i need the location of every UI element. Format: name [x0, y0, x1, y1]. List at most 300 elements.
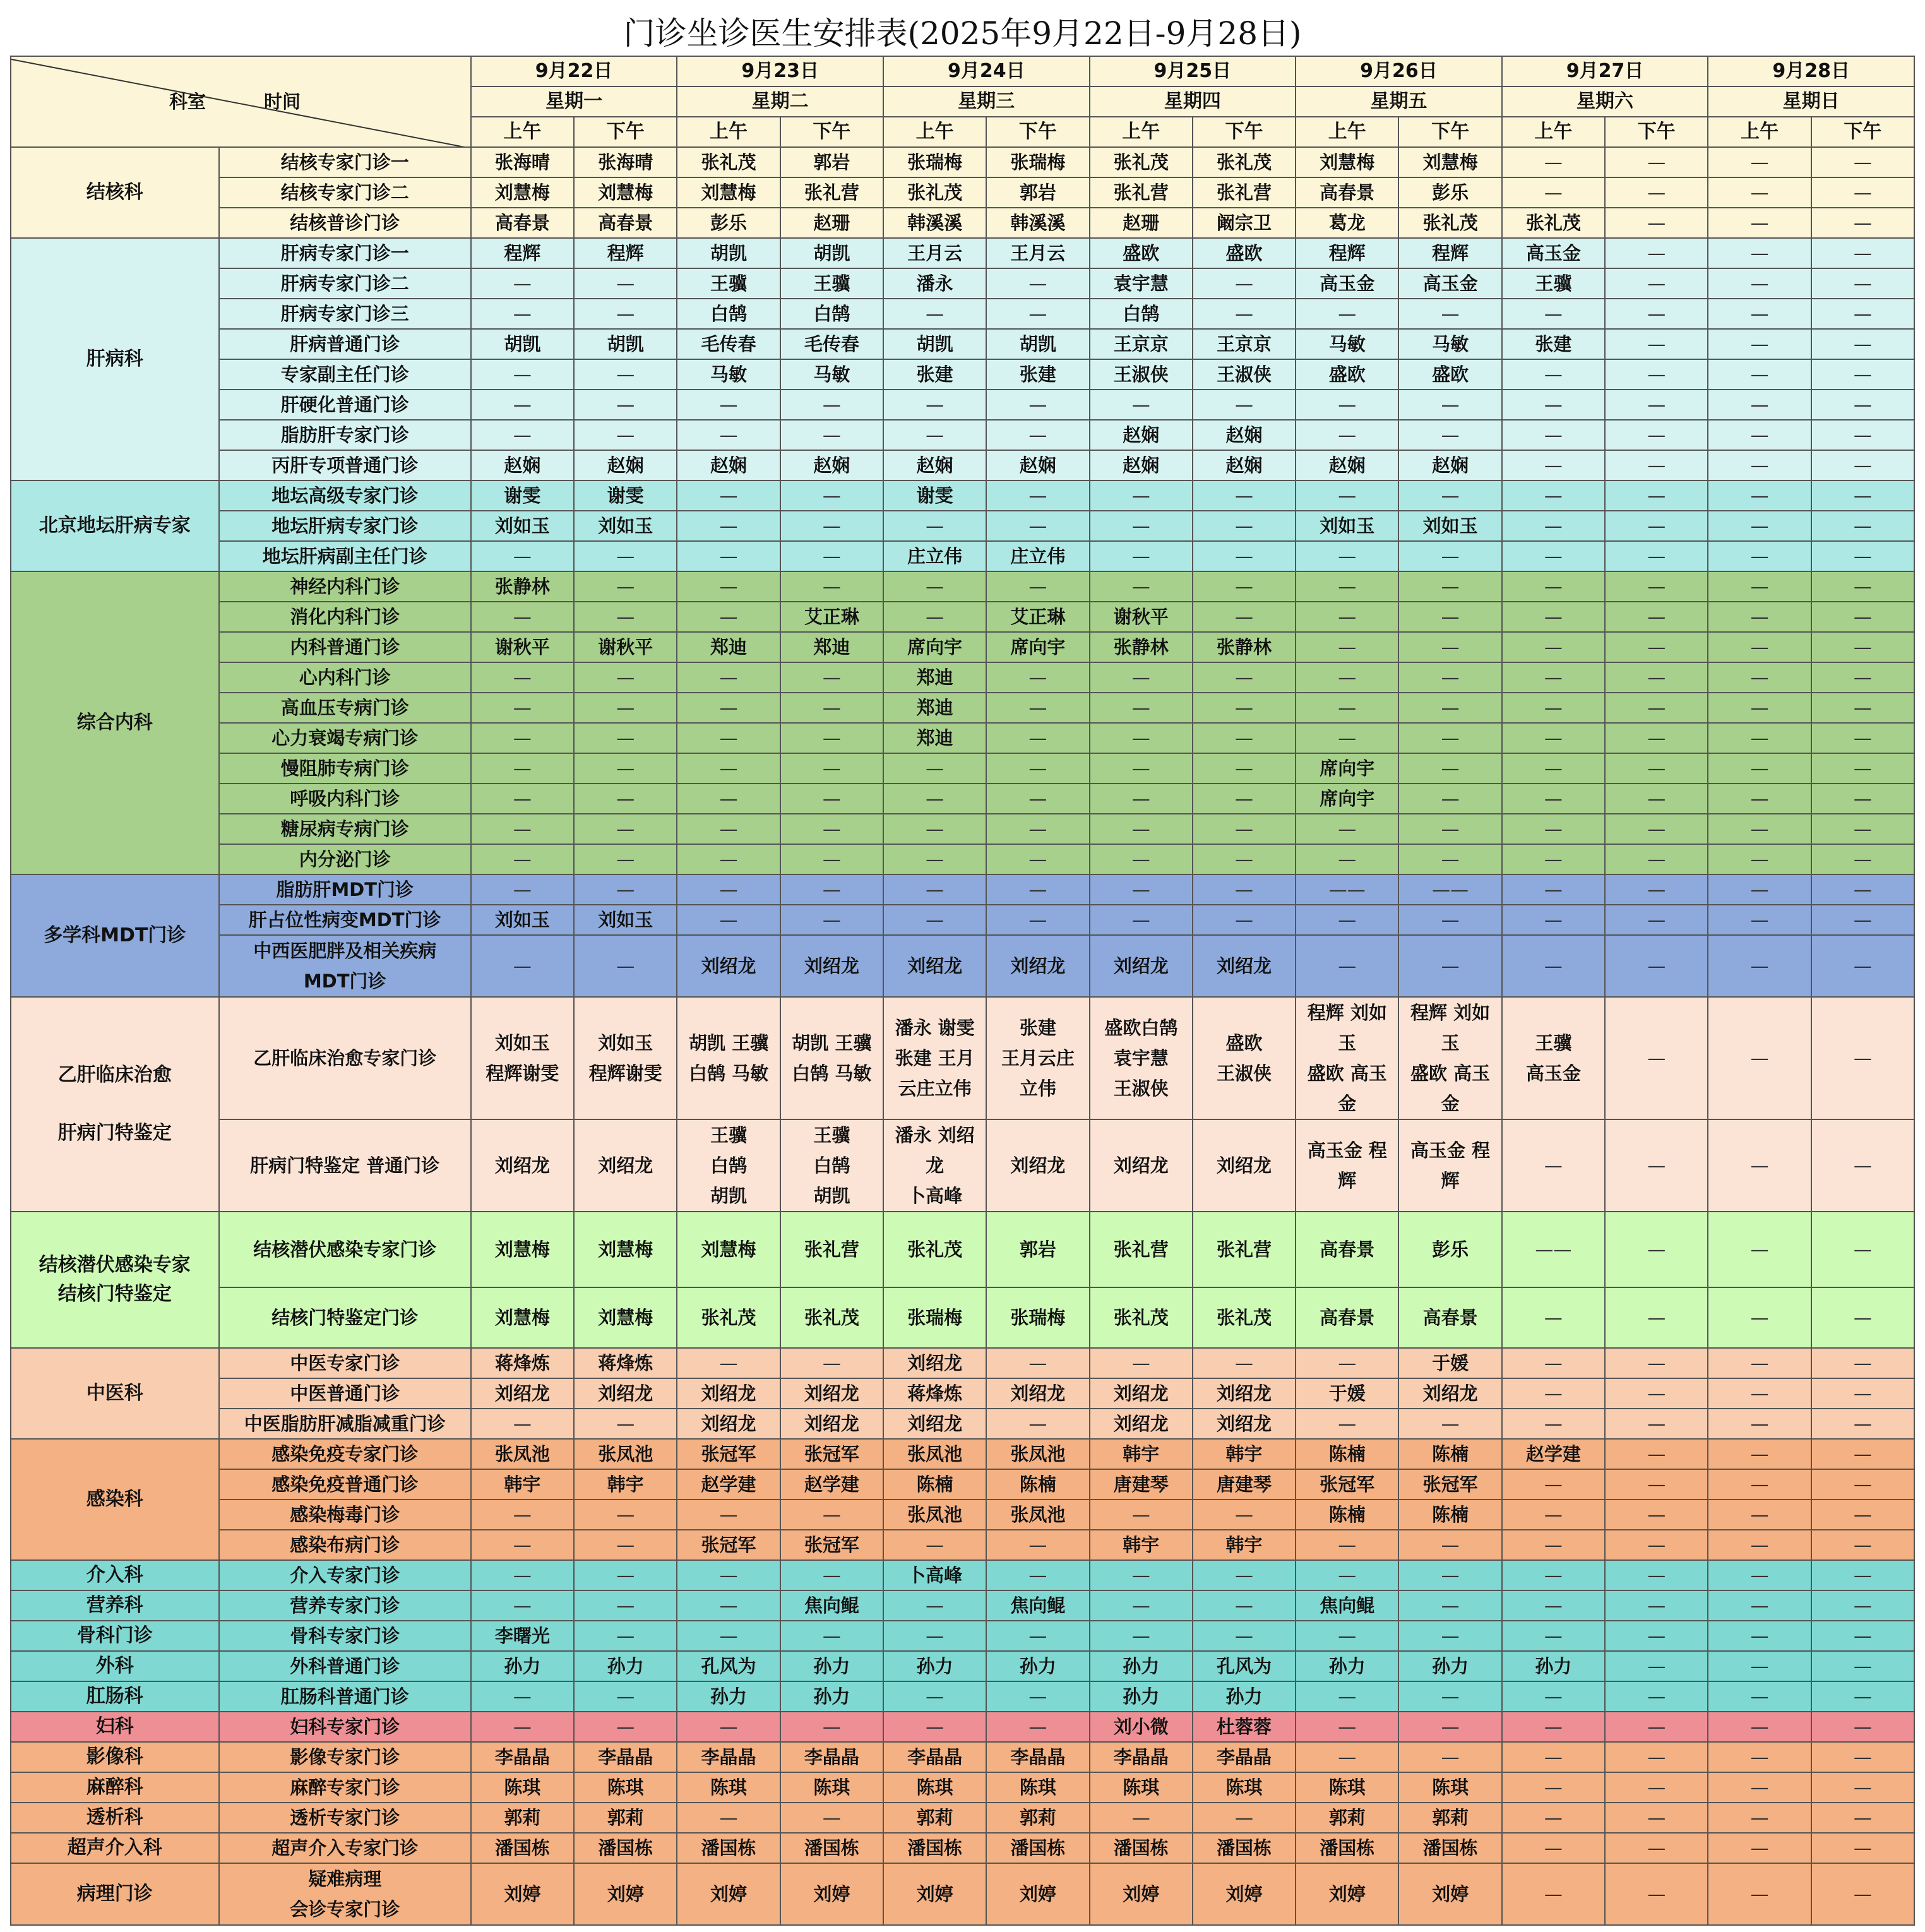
empty-slot: —	[1090, 784, 1193, 814]
table-row	[11, 1287, 1914, 1348]
empty-slot: —	[1398, 1712, 1501, 1742]
doctor-cell: 高玉金 程 辉	[1296, 1119, 1398, 1212]
empty-slot: —	[1296, 299, 1398, 329]
doctor-cell: 刘绍龙	[574, 1119, 677, 1212]
doctor-cell: 刘慧梅	[1398, 147, 1501, 177]
empty-slot: —	[1811, 1681, 1914, 1712]
empty-slot: —	[1605, 571, 1708, 602]
clinic-name: 结核普诊门诊	[219, 208, 471, 238]
doctor-cell: 刘婷	[1296, 1863, 1398, 1925]
empty-slot: —	[780, 571, 883, 602]
empty-slot: —	[1090, 874, 1193, 905]
am-header: 上午	[1090, 117, 1193, 147]
doctor-cell: 赵学建	[780, 1469, 883, 1500]
empty-slot: —	[1605, 662, 1708, 693]
empty-slot: —	[1090, 571, 1193, 602]
empty-slot: —	[1605, 1119, 1708, 1212]
doctor-cell: 潘国栋	[780, 1833, 883, 1863]
empty-slot: —	[1811, 784, 1914, 814]
empty-slot: —	[1296, 541, 1398, 571]
doctor-cell: 李晶晶	[1090, 1742, 1193, 1772]
empty-slot: —	[1605, 511, 1708, 541]
doctor-cell: 卜高峰	[883, 1560, 986, 1590]
doctor-cell: 刘绍龙	[677, 1378, 780, 1409]
doctor-cell: 潘永 谢雯 张建 王月 云庄立伟	[883, 997, 986, 1119]
empty-slot: —	[574, 359, 677, 390]
doctor-cell: 于媛	[1296, 1378, 1398, 1409]
empty-slot: —	[1605, 1409, 1708, 1439]
empty-slot: —	[574, 874, 677, 905]
empty-slot: —	[1398, 723, 1501, 753]
empty-slot: —	[1605, 1681, 1708, 1712]
empty-slot: —	[1605, 1348, 1708, 1378]
empty-slot: —	[1090, 541, 1193, 571]
doctor-cell: 赵娴	[780, 450, 883, 480]
doctor-cell: 谢雯	[574, 480, 677, 511]
doctor-cell: 高春景	[1296, 177, 1398, 208]
empty-slot: —	[986, 1530, 1089, 1560]
empty-slot: —	[574, 1409, 677, 1439]
clinic-name: 肝病门特鉴定 普通门诊	[219, 1119, 471, 1212]
doctor-cell: 张凤池	[574, 1439, 677, 1469]
empty-slot: —	[471, 1590, 574, 1621]
doctor-cell: 王骥	[780, 268, 883, 299]
empty-slot: —	[471, 420, 574, 450]
empty-slot: —	[883, 1590, 986, 1621]
doctor-cell: 郑迪	[883, 723, 986, 753]
empty-slot: —	[1811, 1651, 1914, 1681]
doctor-cell: 张凤池	[883, 1500, 986, 1530]
empty-slot: —	[1502, 1530, 1605, 1560]
empty-slot: —	[986, 874, 1089, 905]
empty-slot: —	[1193, 571, 1296, 602]
empty-slot: —	[1398, 1409, 1501, 1439]
doctor-cell: 马敏	[1398, 329, 1501, 359]
empty-slot: —	[1811, 1500, 1914, 1530]
empty-slot: —	[780, 1803, 883, 1833]
clinic-name: 糖尿病专病门诊	[219, 814, 471, 844]
empty-slot: —	[1193, 1348, 1296, 1378]
empty-slot: —	[883, 420, 986, 450]
empty-slot: —	[1296, 935, 1398, 997]
doctor-cell: 陈琪	[471, 1772, 574, 1803]
empty-slot: —	[1708, 1712, 1811, 1742]
clinic-name: 肝病专家门诊二	[219, 268, 471, 299]
clinic-name: 肝病普通门诊	[219, 329, 471, 359]
day-weekday: 星期日	[1708, 86, 1914, 117]
empty-slot: —	[1605, 632, 1708, 662]
doctor-cell: 高春景	[1296, 1212, 1398, 1287]
empty-slot: —	[1811, 1833, 1914, 1863]
empty-slot: —	[1708, 359, 1811, 390]
doctor-cell: 张静林	[1090, 632, 1193, 662]
empty-slot: —	[1502, 874, 1605, 905]
clinic-name: 结核潜伏感染专家门诊	[219, 1212, 471, 1287]
empty-slot: —	[1708, 299, 1811, 329]
doctor-cell: 刘绍龙	[986, 1378, 1089, 1409]
table-row	[11, 1378, 1914, 1409]
department-name: 中医科	[11, 1348, 219, 1439]
empty-slot: —	[1502, 753, 1605, 784]
empty-slot: —	[986, 753, 1089, 784]
clinic-name: 疑难病理 会诊专家门诊	[219, 1863, 471, 1925]
doctor-cell: 刘如玉	[1398, 511, 1501, 541]
department-name: 北京地坛肝病专家	[11, 480, 219, 571]
empty-slot: —	[1708, 511, 1811, 541]
empty-slot: —	[1502, 723, 1605, 753]
empty-slot: —	[1296, 662, 1398, 693]
empty-slot: —	[1605, 814, 1708, 844]
doctor-cell: 刘如玉	[1296, 511, 1398, 541]
empty-slot: —	[1296, 632, 1398, 662]
table-row	[11, 602, 1914, 632]
empty-slot: —	[1296, 571, 1398, 602]
doctor-cell: 潘国栋	[1296, 1833, 1398, 1863]
doctor-cell: 张凤池	[471, 1439, 574, 1469]
empty-slot: —	[1708, 935, 1811, 997]
empty-slot: —	[1398, 420, 1501, 450]
empty-slot: —	[1811, 1530, 1914, 1560]
doctor-cell: 李晶晶	[574, 1742, 677, 1772]
empty-slot: —	[677, 753, 780, 784]
pm-header: 下午	[1811, 117, 1914, 147]
empty-slot: —	[1090, 511, 1193, 541]
empty-slot: —	[1090, 1621, 1193, 1651]
empty-slot: —	[1708, 268, 1811, 299]
empty-slot: —	[1605, 1378, 1708, 1409]
doctor-cell: 张礼茂	[883, 177, 986, 208]
empty-slot: —	[1193, 1560, 1296, 1590]
empty-slot: —	[1708, 1803, 1811, 1833]
doctor-cell: 蒋烽炼	[883, 1378, 986, 1409]
department-name: 综合内科	[11, 571, 219, 874]
doctor-cell: 张礼营	[1193, 1212, 1296, 1287]
empty-slot: —	[1296, 723, 1398, 753]
doctor-cell: 张海晴	[574, 147, 677, 177]
doctor-cell: 马敏	[780, 359, 883, 390]
empty-slot: —	[1090, 844, 1193, 874]
empty-slot: —	[1502, 511, 1605, 541]
doctor-cell: 赵娴	[1193, 450, 1296, 480]
doctor-cell: 胡凯	[471, 329, 574, 359]
empty-slot: —	[1193, 844, 1296, 874]
empty-slot: —	[471, 1530, 574, 1560]
empty-slot: —	[1398, 632, 1501, 662]
day-date: 9月25日	[1090, 56, 1296, 86]
empty-slot: —	[1398, 1621, 1501, 1651]
table-row	[11, 1119, 1914, 1212]
doctor-cell: 刘婷	[1090, 1863, 1193, 1925]
doctor-cell: 王月云	[986, 238, 1089, 268]
empty-slot: —	[1502, 662, 1605, 693]
empty-slot: —	[471, 541, 574, 571]
doctor-cell: 高春景	[1296, 1287, 1398, 1348]
doctor-cell: 王淑侠	[1090, 359, 1193, 390]
empty-slot: —	[1605, 1560, 1708, 1590]
doctor-cell: 刘慧梅	[574, 177, 677, 208]
empty-slot: —	[1811, 147, 1914, 177]
empty-slot: —	[1398, 602, 1501, 632]
empty-slot: —	[1708, 1409, 1811, 1439]
doctor-cell: 张礼茂	[1193, 1287, 1296, 1348]
table-row	[11, 1863, 1914, 1925]
empty-slot: —	[1811, 359, 1914, 390]
empty-slot: —	[1296, 480, 1398, 511]
clinic-name: 肝占位性病变MDT门诊	[219, 905, 471, 935]
empty-slot: —	[1193, 662, 1296, 693]
clinic-name: 神经内科门诊	[219, 571, 471, 602]
department-name: 病理门诊	[11, 1863, 219, 1925]
doctor-cell: 高玉金	[1398, 268, 1501, 299]
clinic-name: 丙肝专项普通门诊	[219, 450, 471, 480]
clinic-name: 脂肪肝专家门诊	[219, 420, 471, 450]
empty-slot: —	[574, 268, 677, 299]
empty-slot: —	[1605, 1833, 1708, 1863]
empty-slot: —	[1811, 1348, 1914, 1378]
doctor-cell: 庄立伟	[883, 541, 986, 571]
empty-slot: —	[1193, 268, 1296, 299]
table-row	[11, 935, 1914, 997]
clinic-name: 肝病专家门诊三	[219, 299, 471, 329]
empty-slot: —	[1296, 814, 1398, 844]
doctor-cell: 陈琪	[1296, 1772, 1398, 1803]
clinic-name: 中西医肥胖及相关疾病 MDT门诊	[219, 935, 471, 997]
doctor-cell: 张礼茂	[1090, 147, 1193, 177]
empty-slot: —	[1502, 1803, 1605, 1833]
empty-slot: —	[1193, 1590, 1296, 1621]
doctor-cell: 蒋烽炼	[574, 1348, 677, 1378]
doctor-cell: 张建	[1502, 329, 1605, 359]
table-row	[11, 420, 1914, 450]
doctor-cell: 赵学建	[1502, 1439, 1605, 1469]
doctor-cell: 彭乐	[677, 208, 780, 238]
doctor-cell: 刘绍龙	[780, 935, 883, 997]
doctor-cell: 张瑞梅	[883, 147, 986, 177]
am-header: 上午	[1708, 117, 1811, 147]
doctor-cell: 刘慧梅	[677, 177, 780, 208]
doctor-cell: 盛欧	[1398, 359, 1501, 390]
empty-slot: —	[1296, 1742, 1398, 1772]
empty-slot: —	[1398, 814, 1501, 844]
doctor-cell: 张礼营	[780, 177, 883, 208]
empty-slot: —	[780, 1621, 883, 1651]
doctor-cell: 程辉	[1296, 238, 1398, 268]
empty-slot: —	[574, 1712, 677, 1742]
empty-slot: —	[1708, 1742, 1811, 1772]
doctor-cell: 盛欧 王淑侠	[1193, 997, 1296, 1119]
empty-slot: —	[1502, 1742, 1605, 1772]
empty-slot: —	[1605, 1742, 1708, 1772]
empty-slot: —	[1811, 1803, 1914, 1833]
empty-slot: —	[574, 662, 677, 693]
table-row	[11, 753, 1914, 784]
table-row	[11, 1621, 1914, 1651]
doctor-cell: 孙力	[471, 1651, 574, 1681]
empty-slot: —	[1605, 1772, 1708, 1803]
doctor-cell: 张冠军	[780, 1530, 883, 1560]
doctor-cell: 胡凯	[574, 329, 677, 359]
doctor-cell: 胡凯	[677, 238, 780, 268]
empty-slot: —	[1708, 420, 1811, 450]
doctor-cell: 李晶晶	[780, 1742, 883, 1772]
doctor-cell: 张瑞梅	[986, 147, 1089, 177]
empty-slot: —	[1296, 1712, 1398, 1742]
empty-slot: —	[1708, 208, 1811, 238]
doctor-cell: 孙力	[883, 1651, 986, 1681]
department-name: 结核潜伏感染专家 结核门特鉴定	[11, 1212, 219, 1348]
department-name: 超声介入科	[11, 1833, 219, 1863]
doctor-cell: 刘绍龙	[471, 1378, 574, 1409]
empty-slot: —	[471, 662, 574, 693]
doctor-cell: 刘慧梅	[574, 1287, 677, 1348]
doctor-cell: 潘永	[883, 268, 986, 299]
empty-slot: —	[1605, 1621, 1708, 1651]
table-row	[11, 450, 1914, 480]
doctor-cell: 程辉	[574, 238, 677, 268]
empty-slot: —	[677, 1803, 780, 1833]
empty-slot: —	[780, 693, 883, 723]
doctor-cell: 潘国栋	[677, 1833, 780, 1863]
department-name: 肝病科	[11, 238, 219, 480]
empty-slot: —	[1398, 935, 1501, 997]
empty-slot: —	[471, 693, 574, 723]
table-row	[11, 997, 1914, 1119]
doctor-cell: 陈楠	[1296, 1500, 1398, 1530]
doctor-cell: 郑迪	[780, 632, 883, 662]
table-row	[11, 208, 1914, 238]
empty-slot: —	[677, 1621, 780, 1651]
doctor-cell: 焦向鲲	[986, 1590, 1089, 1621]
table-row	[11, 329, 1914, 359]
doctor-cell: 赵娴	[1193, 420, 1296, 450]
clinic-name: 麻醉专家门诊	[219, 1772, 471, 1803]
empty-slot: —	[1811, 1439, 1914, 1469]
doctor-cell: 韩宇	[1193, 1530, 1296, 1560]
empty-slot: —	[1811, 874, 1914, 905]
table-row	[11, 662, 1914, 693]
empty-slot: —	[1605, 177, 1708, 208]
empty-slot: —	[1502, 1560, 1605, 1590]
doctor-cell: 刘绍龙	[1398, 1378, 1501, 1409]
empty-slot: —	[883, 784, 986, 814]
doctor-cell: 高春景	[1398, 1287, 1501, 1348]
empty-slot: —	[1605, 1439, 1708, 1469]
empty-slot: —	[1708, 874, 1811, 905]
empty-slot: —	[1090, 1500, 1193, 1530]
empty-slot: —	[677, 480, 780, 511]
clinic-name: 结核专家门诊一	[219, 147, 471, 177]
clinic-name: 感染免疫专家门诊	[219, 1439, 471, 1469]
doctor-cell: 刘绍龙	[780, 1409, 883, 1439]
empty-slot: —	[471, 935, 574, 997]
empty-slot: —	[677, 693, 780, 723]
doctor-cell: 王骥	[677, 268, 780, 299]
empty-slot: —	[1708, 997, 1811, 1119]
empty-slot: —	[574, 541, 677, 571]
clinic-name: 地坛高级专家门诊	[219, 480, 471, 511]
empty-slot: —	[677, 390, 780, 420]
empty-slot: —	[1811, 299, 1914, 329]
empty-slot: —	[1811, 208, 1914, 238]
empty-slot: —	[1605, 1590, 1708, 1621]
pm-header: 下午	[1398, 117, 1501, 147]
doctor-cell: 刘绍龙	[883, 935, 986, 997]
empty-slot: —	[1708, 662, 1811, 693]
doctor-cell: 陈楠	[986, 1469, 1089, 1500]
empty-slot: —	[677, 1348, 780, 1378]
doctor-cell: 张冠军	[780, 1439, 883, 1469]
empty-slot: —	[780, 420, 883, 450]
empty-slot: —	[1193, 390, 1296, 420]
clinic-name: 肝病专家门诊一	[219, 238, 471, 268]
empty-slot: —	[1502, 299, 1605, 329]
clinic-name: 感染布病门诊	[219, 1530, 471, 1560]
doctor-cell: 刘如玉 程辉谢雯	[471, 997, 574, 1119]
empty-slot: —	[1605, 420, 1708, 450]
empty-slot: —	[1708, 1560, 1811, 1590]
doctor-cell: 艾正琳	[986, 602, 1089, 632]
clinic-name: 感染梅毒门诊	[219, 1500, 471, 1530]
empty-slot: —	[1502, 1621, 1605, 1651]
doctor-cell: 刘绍龙	[883, 1348, 986, 1378]
empty-slot: —	[780, 784, 883, 814]
empty-slot: —	[1811, 1621, 1914, 1651]
empty-slot: —	[1708, 238, 1811, 268]
empty-slot: —	[677, 602, 780, 632]
empty-slot: —	[1811, 390, 1914, 420]
empty-slot: —	[574, 1590, 677, 1621]
table-row	[11, 693, 1914, 723]
doctor-cell: 刘慧梅	[471, 1287, 574, 1348]
doctor-cell: 李曙光	[471, 1621, 574, 1651]
clinic-name: 脂肪肝MDT门诊	[219, 874, 471, 905]
empty-slot: —	[1605, 268, 1708, 299]
doctor-cell: 席向宇	[1296, 784, 1398, 814]
empty-slot: —	[780, 662, 883, 693]
doctor-cell: 孙力	[780, 1651, 883, 1681]
empty-slot: —	[1605, 1803, 1708, 1833]
empty-slot: —	[1193, 753, 1296, 784]
empty-slot: —	[1708, 1621, 1811, 1651]
empty-slot: —	[1090, 753, 1193, 784]
doctor-cell: 刘绍龙	[1193, 935, 1296, 997]
empty-slot: —	[471, 874, 574, 905]
doctor-cell: 盛欧	[1090, 238, 1193, 268]
clinic-name: 高血压专病门诊	[219, 693, 471, 723]
clinic-name: 慢阻肺专病门诊	[219, 753, 471, 784]
empty-slot: —	[1708, 1500, 1811, 1530]
doctor-cell: 郭岩	[986, 1212, 1089, 1287]
empty-slot: —	[883, 299, 986, 329]
empty-slot: —	[1708, 147, 1811, 177]
empty-slot: —	[1090, 905, 1193, 935]
empty-slot: —	[1811, 1119, 1914, 1212]
empty-slot: —	[986, 268, 1089, 299]
empty-slot: —	[574, 420, 677, 450]
clinic-name: 呼吸内科门诊	[219, 784, 471, 814]
empty-slot: —	[471, 1560, 574, 1590]
doctor-cell: 潘国栋	[574, 1833, 677, 1863]
doctor-cell: 陈琪	[986, 1772, 1089, 1803]
empty-slot: —	[1193, 299, 1296, 329]
table-row	[11, 1712, 1914, 1742]
empty-slot: —	[986, 1348, 1089, 1378]
table-row	[11, 480, 1914, 511]
empty-slot: —	[1502, 541, 1605, 571]
empty-slot: —	[1193, 602, 1296, 632]
doctor-cell: 郭莉	[986, 1803, 1089, 1833]
empty-slot: —	[677, 541, 780, 571]
